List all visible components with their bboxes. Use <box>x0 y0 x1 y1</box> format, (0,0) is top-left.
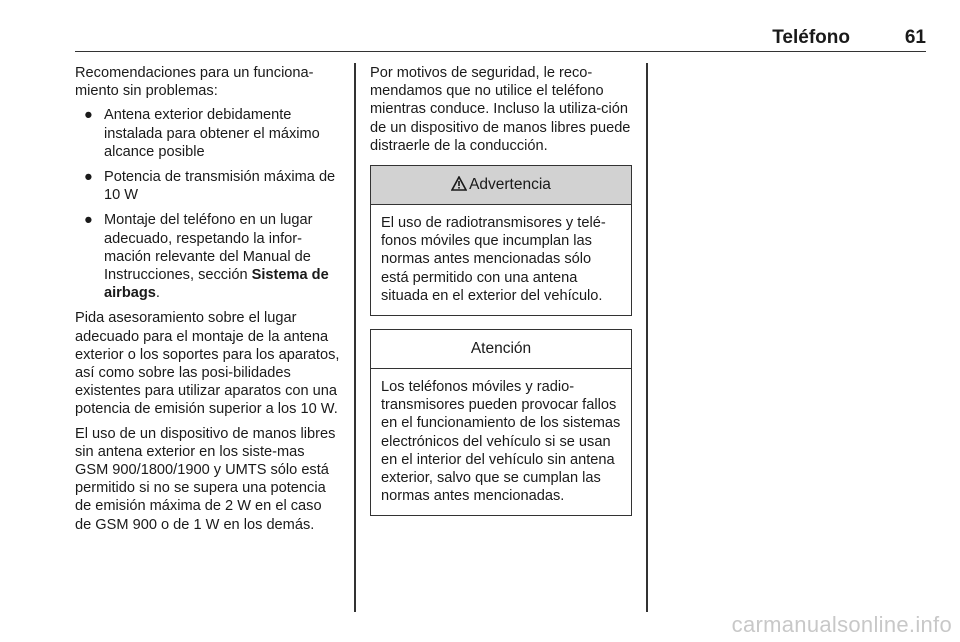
left-column <box>75 64 341 540</box>
watermark: carmanualsonline.info <box>731 612 952 637</box>
list-item <box>75 106 341 161</box>
column-divider-left <box>354 63 356 612</box>
safety-paragraph: Por motivos de seguridad, le reco-mendamos que no utilice el teléfono mientras conduce. Incluso la utiliza-ción de un dispositivo de manos libres puede distraerle de la conducción. <box>370 65 631 154</box>
bullet-icon: ● <box>84 212 93 229</box>
list-item-text: Potencia de transmisión máxima de 10 W <box>104 169 336 204</box>
page-number: 61 <box>904 27 926 48</box>
attention-title: Atención <box>470 340 532 358</box>
attention-header <box>371 330 631 369</box>
bullet-icon: ● <box>84 107 93 124</box>
recommendation-list <box>75 106 341 302</box>
page-header <box>75 27 926 52</box>
section-title: Teléfono <box>772 27 850 48</box>
attention-box <box>370 329 632 516</box>
list-item <box>75 211 341 302</box>
advice-paragraph: Pida asesoramiento sobre el lugar adecuado para el montaje de la antena exterior o los soportes para los aparatos, así como sobre las posi-bilidades existentes para utilizar aparatos con una potencia de emisión superior a los 10 W. <box>75 310 340 418</box>
handsfree-paragraph: El uso de un dispositivo de manos libres sin antena exterior en los siste-mas GSM 900/1800/1900 y UMTS sólo está permitido si no se supera una potencia de emisión máxima de 2 W en el caso de GSM 900 o de 1 W en los demás. <box>75 425 336 533</box>
list-item-text: Antena exterior debidamente instalada para obtener el máximo alcance posible <box>104 107 320 160</box>
right-column <box>370 64 632 516</box>
list-item-end: . <box>155 285 160 302</box>
bullet-icon: ● <box>84 169 93 186</box>
warning-body: El uso de radiotransmisores y telé-fonos móviles que incumplan las normas antes mencionadas sólo está permitido con una antena situada en el exterior del vehículo. <box>381 215 606 304</box>
attention-body: Los teléfonos móviles y radio-transmisores pueden provocar fallos en el funcionamiento de los sistemas electrónicos del vehículo si se usan en el interior del vehículo sin antena exterior, salvo que se cumplan las normas antes mencionadas. <box>381 379 621 505</box>
warning-box <box>370 165 632 316</box>
warning-title: Advertencia <box>469 176 551 194</box>
intro-paragraph: Recomendaciones para un funciona-miento sin problemas: <box>75 65 314 100</box>
list-item <box>75 168 341 204</box>
list-item-text: Montaje del teléfono en un lugar adecuado, respetando la infor-mación relevante del Manual de Instrucciones, sección <box>104 212 313 284</box>
section-reference: Sistema de airbags <box>104 267 329 302</box>
warning-triangle-icon <box>451 168 467 206</box>
column-divider-right <box>646 63 648 612</box>
warning-header <box>371 166 631 205</box>
